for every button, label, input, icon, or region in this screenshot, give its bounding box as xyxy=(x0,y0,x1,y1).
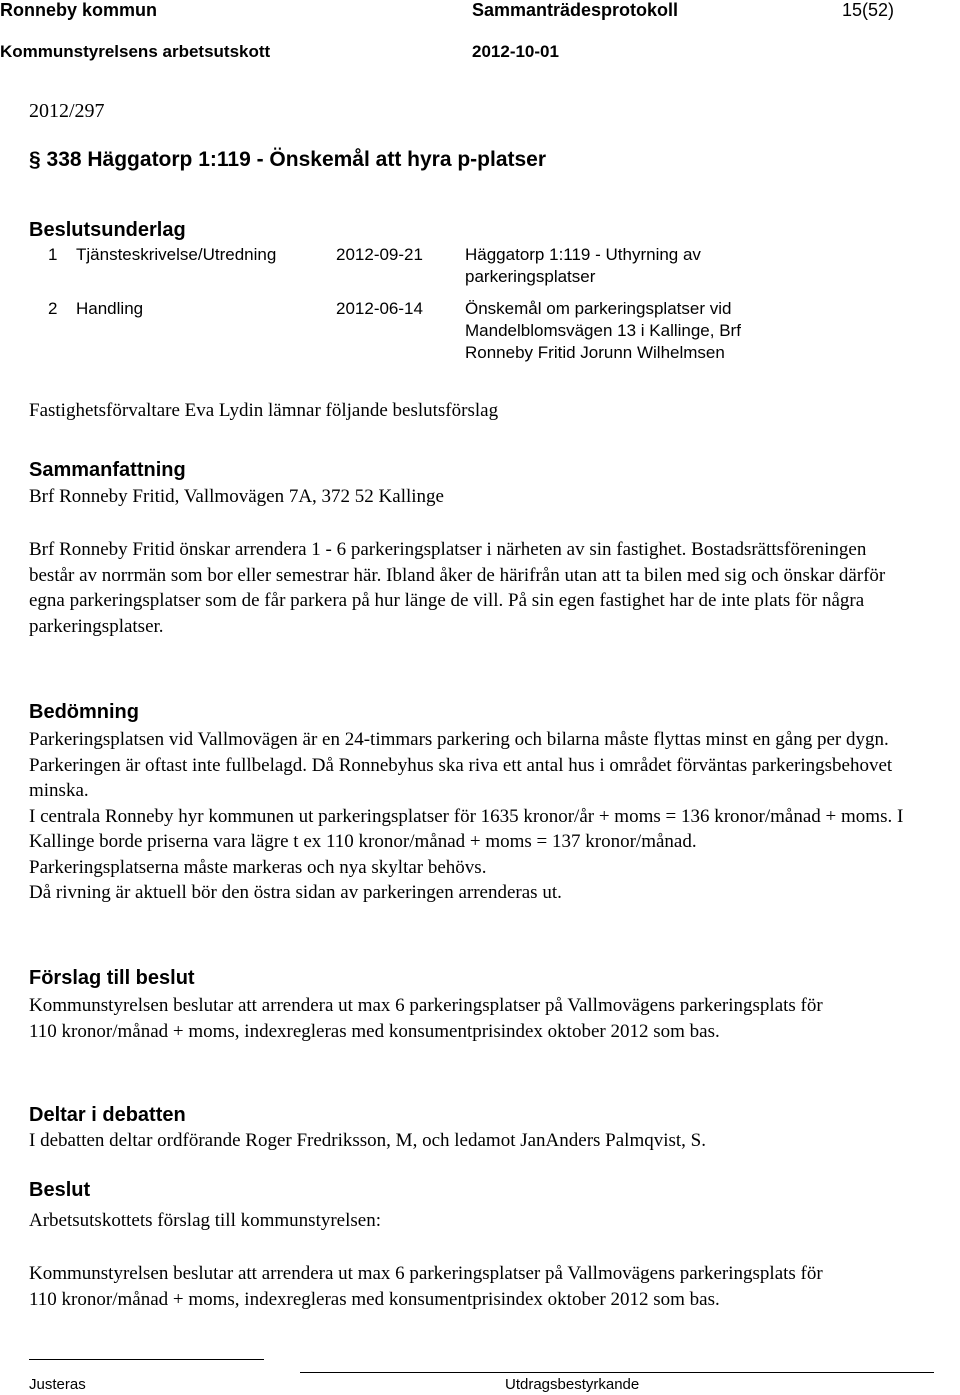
table-cell-desc: Ronneby Fritid Jorunn Wilhelmsen xyxy=(465,343,725,362)
table-cell-desc: Önskemål om parkeringsplatser vid xyxy=(465,299,732,318)
bedomning-text xyxy=(29,727,909,906)
forslag-text xyxy=(29,993,829,1044)
sammanfattning-text xyxy=(29,537,909,639)
doc-type: Sammanträdesprotokoll xyxy=(472,0,679,20)
footer-divider xyxy=(300,1372,934,1373)
sammanfattning-address: Brf Ronneby Fritid, Vallmovägen 7A, 372 52 Kallinge xyxy=(29,486,444,507)
paragraph: Brf Ronneby Fritid önskar arrendera 1 - 6 parkeringsplatser i närheten av sin fastighet. Bostadsrättsföreningen består av norrmän som bor eller semestrar här. Ibland åker de härifrån utan att ta bilen med sig och önskar därför egna parkeringsplatser som de får parkera på hur länge de vill. På sin egen fastighet har de inte plats för några parkeringsplatser. xyxy=(29,539,886,637)
beslutsunderlag-heading: Beslutsunderlag xyxy=(29,219,186,241)
footer-utdragsbestyrkande: Utdragsbestyrkande xyxy=(505,1376,640,1393)
table-cell-desc: Mandelblomsvägen 13 i Kallinge, Brf xyxy=(465,321,741,340)
meeting-date: 2012-10-01 xyxy=(472,42,559,61)
org-name: Ronneby kommun xyxy=(0,0,158,20)
paragraph: Kommunstyrelsen beslutar att arrendera ut max 6 parkeringsplatser på Vallmovägens parkeringsplats för 110 kronor/månad + moms, indexregleras med konsumentprisindex oktober 2012 som bas. xyxy=(29,1263,823,1310)
table-cell-doc: Tjänsteskrivelse/Utredning xyxy=(76,245,277,264)
table-cell-date: 2012-06-14 xyxy=(336,299,423,318)
footer-justeras: Justeras xyxy=(29,1376,86,1393)
table-cell-num: 1 xyxy=(48,245,58,264)
paragraph: Parkeringsplatsen vid Vallmovägen är en 24-timmars parkering och bilarna måste flyttas minst en gång per dygn. Parkeringen är oftast inte fullbelagd. Då Ronnebyhus ska riva ett antal hus i området förväntas parkeringsbehovet minska. xyxy=(29,729,893,801)
page-title: § 338 Häggatorp 1:119 - Önskemål att hyra p-platser xyxy=(29,148,547,171)
sammanfattning-heading: Sammanfattning xyxy=(29,459,186,481)
table-cell-desc: Häggatorp 1:119 - Uthyrning av xyxy=(465,245,701,264)
forslag-heading: Förslag till beslut xyxy=(29,967,195,989)
table-cell-desc: parkeringsplatser xyxy=(465,267,596,286)
debatt-text: I debatten deltar ordförande Roger Fredriksson, M, och ledamot JanAnders Palmqvist, S. xyxy=(29,1130,706,1151)
committee-name: Kommunstyrelsens arbetsutskott xyxy=(0,42,271,61)
table-cell-doc: Handling xyxy=(76,299,144,318)
page-number: 15(52) xyxy=(842,0,895,20)
paragraph: Parkeringsplatserna måste markeras och nya skyltar behövs. xyxy=(29,856,487,878)
paragraph: I centrala Ronneby hyr kommunen ut parkeringsplatser för 1635 kronor/år + moms = 136 kronor/månad + moms. I Kallinge borde priserna vara lägre t ex 110 kronor/månad + moms = 137 kronor/månad. xyxy=(29,805,904,852)
debatt-heading: Deltar i debatten xyxy=(29,1104,186,1126)
paragraph: Kommunstyrelsen beslutar att arrendera ut max 6 parkeringsplatser på Vallmovägens parkeringsplats för 110 kronor/månad + moms, indexregleras med konsumentprisindex oktober 2012 som bas. xyxy=(29,995,823,1042)
bedomning-heading: Bedömning xyxy=(29,701,139,723)
beslut-intro: Arbetsutskottets förslag till kommunstyrelsen: xyxy=(29,1210,381,1231)
beslut-text xyxy=(29,1261,829,1312)
table-cell-num: 2 xyxy=(48,299,58,318)
signature-line xyxy=(29,1359,264,1360)
paragraph: Då rivning är aktuell bör den östra sidan av parkeringen arrenderas ut. xyxy=(29,882,562,903)
proposal-intro: Fastighetsförvaltare Eva Lydin lämnar följande beslutsförslag xyxy=(29,400,499,421)
beslut-heading: Beslut xyxy=(29,1179,91,1201)
table-cell-date: 2012-09-21 xyxy=(336,245,423,264)
case-number: 2012/297 xyxy=(29,100,105,122)
